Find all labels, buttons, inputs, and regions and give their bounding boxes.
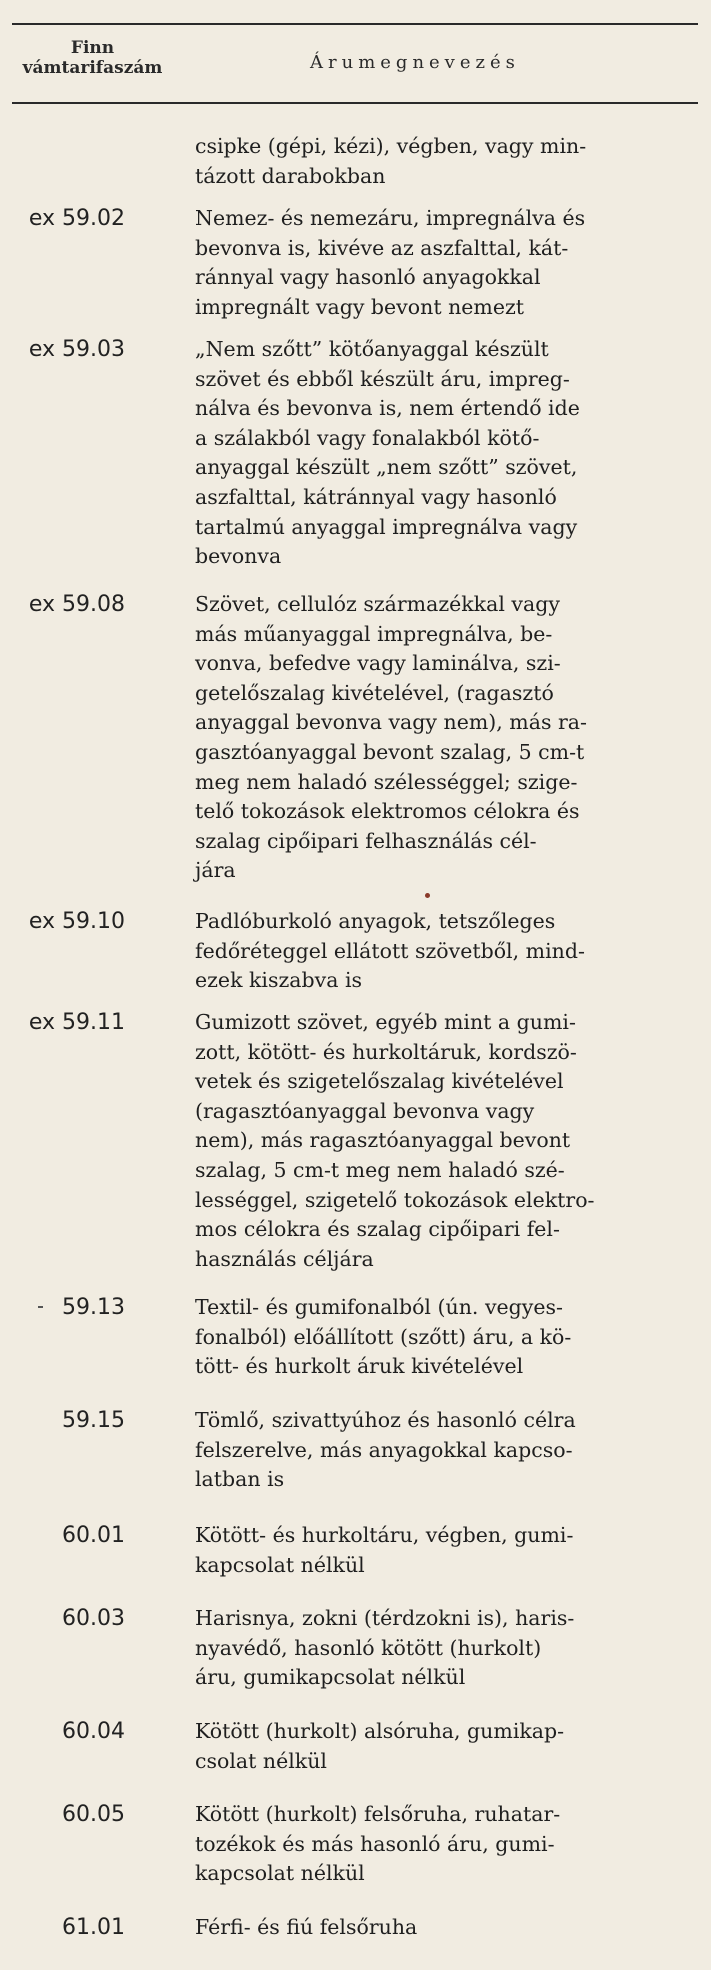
tariff-description [195,1913,695,1943]
description-line: Kötött- és hurkoltáru, végben, gumi- [195,1523,574,1547]
tariff-description [195,335,695,572]
tariff-description [195,1406,695,1495]
tariff-code: ex 59.11 [28,1010,125,1035]
description-line: ezek kiszabva is [195,968,363,993]
tariff-code: 60.01 [62,1523,125,1548]
description-line: nyavédő, hasonló kötött (hurkolt) [195,1635,542,1660]
description-line: kapcsolat nélkül [195,1861,365,1886]
description-line: ránnyal vagy hasonló anyagokkal [195,265,541,290]
tariff-description [195,1800,695,1889]
tariff-description [195,1008,695,1274]
description-line: Férfi- és fiú felsőruha [195,1915,418,1939]
description-line: vonva, befedve vagy laminálva, szi- [195,651,561,676]
header-bottom-rule [12,102,698,104]
tariff-code: 59.15 [62,1408,125,1433]
description-line: anyaggal készült „nem szőtt” szövet, [195,455,578,480]
tariff-code: 60.04 [62,1719,125,1744]
description-line: impregnált vagy bevont nemezt [195,294,525,319]
description-line: használás céljára [195,1246,374,1271]
description-line: zott, kötött- és hurkoltáruk, kordszö- [195,1039,577,1064]
tariff-description [195,1604,695,1693]
description-line: gasztóanyaggal bevont szalag, 5 cm-t [195,739,585,764]
description-line: getelőszalag kivételével, (ragasztó [195,680,554,705]
description-line: nem), más ragasztóanyaggal bevont [195,1128,571,1153]
description-line: Harisnya, zokni (térdzokni is), haris- [195,1606,575,1630]
description-line: „Nem szőtt” kötőanyaggal készült [195,337,549,361]
tariff-description [195,1521,695,1580]
description-line: csipke (gépi, kézi), végben, vagy min- [195,134,587,158]
description-line: jára [195,858,236,883]
description-line: telő tokozások elektromos célokra és [195,799,580,824]
tariff-description [195,1717,695,1776]
description-line: Nemez- és nemezáru, impregnálva és [195,206,586,230]
description-line: bevonva [195,544,282,569]
description-line: más műanyaggal impregnálva, be- [195,621,553,646]
tariff-code: ex 59.03 [28,337,125,362]
description-line: Tömlő, szivattyúhoz és hasonló célra [195,1408,576,1432]
description-line: fonalból) előállított (szőtt) áru, a kö- [195,1324,572,1349]
description-line: nálva és bevonva is, nem értendő ide [195,396,580,421]
description-line: tartalmú anyaggal impregnálva vagy [195,514,578,539]
tariff-code: 60.05 [62,1802,125,1827]
description-line: (ragasztóanyaggal bevonva vagy [195,1098,535,1123]
print-speck [425,893,430,898]
header-code-line1: Finn [70,38,115,58]
tariff-code: ex 59.10 [28,909,125,934]
description-line: tázott darabokban [195,163,386,188]
description-line: Szövet, cellulóz származékkal vagy [195,592,560,616]
header-code-column [0,38,185,78]
description-line: áru, gumikapcsolat nélkül [195,1665,466,1690]
tariff-description [195,204,695,322]
description-line: bevonva is, kivéve az aszfalttal, kát- [195,235,569,260]
tariff-code: 59.13 [62,1295,125,1320]
tariff-description [195,590,695,886]
description-line: latban is [195,1467,285,1492]
description-line: a szálakból vagy fonalakból kötő- [195,425,540,450]
tariff-code: ex 59.08 [28,592,125,617]
description-line: Padlóburkoló anyagok, tetszőleges [195,909,556,933]
description-line: vetek és szigetelőszalag kivételével [195,1069,564,1094]
tariff-description [195,1293,695,1382]
header-description-column: Árumegnevezés [310,52,520,73]
description-line: csolat nélkül [195,1748,327,1773]
description-line: szalag, 5 cm-t meg nem haladó szé- [195,1157,565,1182]
description-line: mos célokra és szalag cipőipari fel- [195,1217,560,1242]
description-line: anyaggal bevonva vagy nem), más ra- [195,710,587,735]
description-line: szövet és ebből készült áru, impreg- [195,366,570,391]
tariff-code: ex 59.02 [28,206,125,231]
tariff-code: 60.03 [62,1606,125,1631]
description-line: Kötött (hurkolt) alsóruha, gumikap- [195,1719,565,1743]
header-top-rule [12,23,698,25]
description-line: szalag cipőipari felhasználás cél- [195,828,537,853]
tariff-description [195,907,695,996]
header-code-line2: vámtarifaszám [22,58,163,78]
tariff-description [195,132,695,191]
description-line: felszerelve, más anyagokkal kapcso- [195,1437,573,1462]
description-line: Textil- és gumifonalból (ún. vegyes- [195,1295,563,1319]
description-line: lességgel, szigetelő tokozások elektro- [195,1187,595,1212]
description-line: Kötött (hurkolt) felsőruha, ruhatar- [195,1802,561,1826]
description-line: tött- és hurkolt áruk kivételével [195,1354,524,1379]
description-line: Gumizott szövet, egyéb mint a gumi- [195,1010,576,1034]
description-line: kapcsolat nélkül [195,1552,365,1577]
description-line: tozékok és más hasonló áru, gumi- [195,1831,555,1856]
tariff-code: 61.01 [62,1915,125,1940]
description-line: fedőréteggel ellátott szövetből, mind- [195,938,585,963]
description-line: meg nem haladó szélességgel; szige- [195,769,578,794]
description-line: aszfalttal, kátránnyal vagy hasonló [195,484,557,509]
